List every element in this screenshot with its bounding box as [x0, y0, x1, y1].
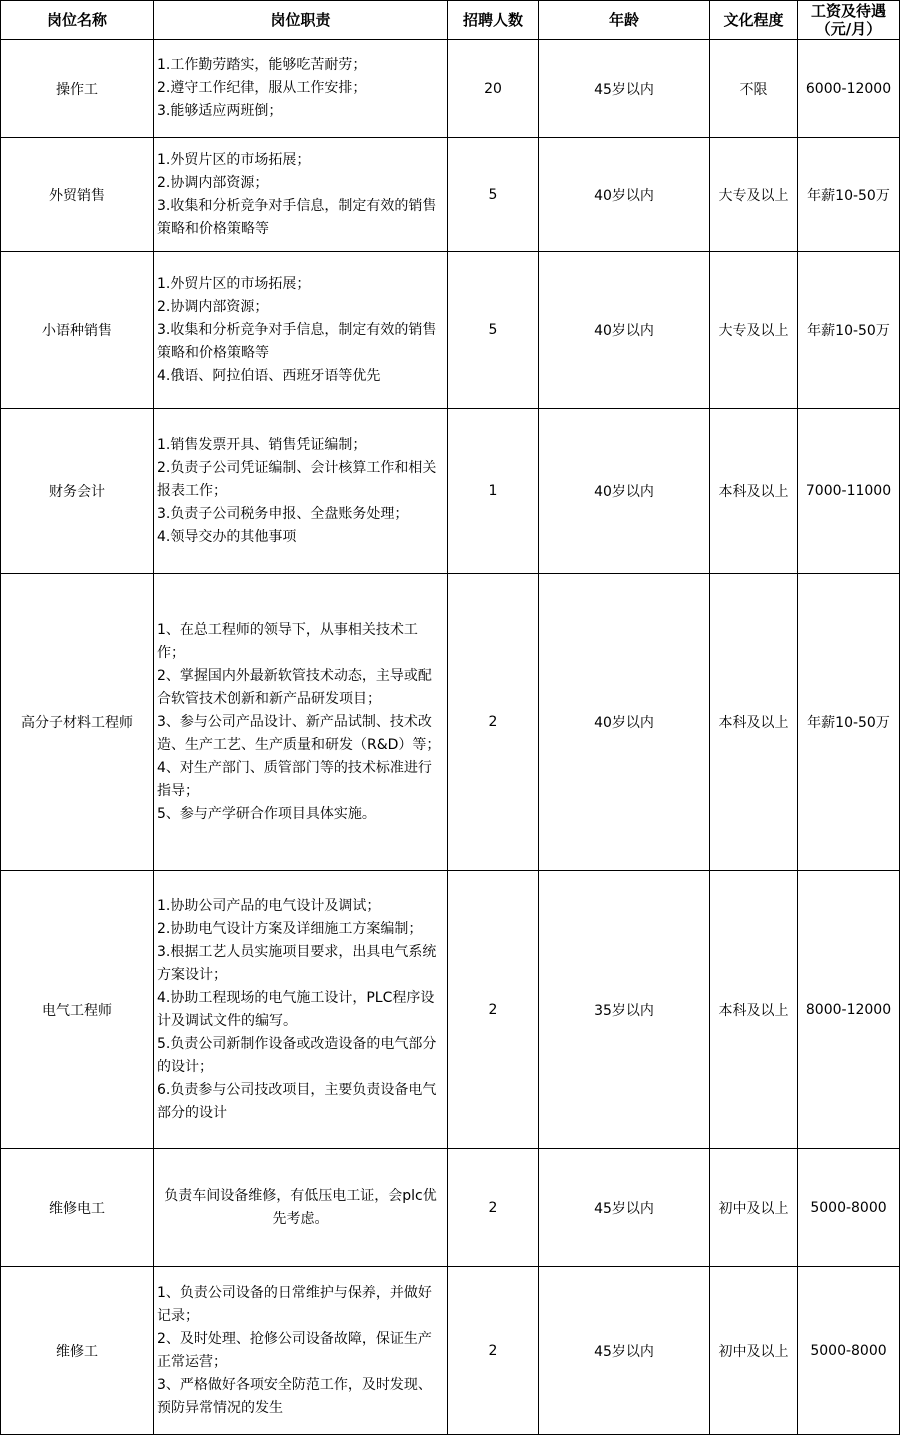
- cell-age: 40岁以内: [539, 138, 710, 252]
- header-salary-line2: （元/月）: [815, 20, 882, 38]
- duty-line: 3.收集和分析竞争对手信息，制定有效的销售策略和价格策略等: [157, 321, 437, 361]
- cell-headcount: 2: [448, 574, 539, 871]
- cell-position: 财务会计: [1, 409, 154, 574]
- cell-headcount: 1: [448, 409, 539, 574]
- cell-age: 40岁以内: [539, 409, 710, 574]
- cell-duties: [154, 574, 448, 871]
- duty-line: 2、掌握国内外最新软管技术动态，主导或配合软管技术创新和新产品研发项目；: [157, 667, 432, 707]
- duty-line: 2.协调内部资源；: [157, 174, 269, 191]
- cell-headcount: 2: [448, 1267, 539, 1435]
- cell-salary: 8000-12000: [798, 871, 900, 1149]
- cell-salary: 7000-11000: [798, 409, 900, 574]
- cell-salary: 5000-8000: [798, 1267, 900, 1435]
- cell-duties: [154, 871, 448, 1149]
- cell-education: 初中及以上: [710, 1149, 798, 1267]
- cell-headcount: 2: [448, 1149, 539, 1267]
- cell-age: 45岁以内: [539, 40, 710, 138]
- duty-line: 3.负责子公司税务申报、全盘账务处理；: [157, 505, 409, 522]
- duty-line: 4.协助工程现场的电气施工设计，PLC程序设计及调试文件的编写。: [157, 989, 435, 1029]
- cell-education: 大专及以上: [710, 252, 798, 409]
- cell-headcount: 5: [448, 252, 539, 409]
- cell-position: 操作工: [1, 40, 154, 138]
- table-row: [1, 1267, 900, 1435]
- cell-age: 35岁以内: [539, 871, 710, 1149]
- duty-line: 4.领导交办的其他事项: [157, 528, 297, 545]
- cell-education: 大专及以上: [710, 138, 798, 252]
- cell-education: 本科及以上: [710, 871, 798, 1149]
- table-row: [1, 409, 900, 574]
- cell-duties: [154, 252, 448, 409]
- duty-line: 2.遵守工作纪律，服从工作安排；: [157, 80, 367, 96]
- duty-line: 3.能够适应两班倒；: [157, 103, 283, 119]
- duty-line: 5.负责公司新制作设备或改造设备的电气部分的设计；: [157, 1035, 437, 1075]
- cell-age: 45岁以内: [539, 1267, 710, 1435]
- duty-line: 1、在总工程师的领导下，从事相关技术工作；: [157, 621, 418, 661]
- duty-line: 1.协助公司产品的电气设计及调试；: [157, 897, 381, 914]
- cell-duties: [154, 138, 448, 252]
- table-row: [1, 1149, 900, 1267]
- header-headcount: 招聘人数: [448, 1, 539, 40]
- cell-position: 维修工: [1, 1267, 154, 1435]
- duty-line: 1.外贸片区的市场拓展；: [157, 151, 311, 168]
- cell-salary: 年薪10-50万: [798, 252, 900, 409]
- cell-headcount: 5: [448, 138, 539, 252]
- table-row: [1, 574, 900, 871]
- cell-education: 本科及以上: [710, 574, 798, 871]
- duty-line: 3、严格做好各项安全防范工作，及时发现、预防异常情况的发生: [157, 1376, 432, 1416]
- duty-line: 4.俄语、阿拉伯语、西班牙语等优先: [157, 367, 381, 384]
- header-education: 文化程度: [710, 1, 798, 40]
- duty-line: 6.负责参与公司技改项目，主要负责设备电气部分的设计: [157, 1081, 437, 1121]
- cell-position: 维修电工: [1, 1149, 154, 1267]
- cell-position: 高分子材料工程师: [1, 574, 154, 871]
- cell-salary: 年薪10-50万: [798, 138, 900, 252]
- duty-line: 2.负责子公司凭证编制、会计核算工作和相关报表工作；: [157, 459, 437, 499]
- header-position: 岗位名称: [1, 1, 154, 40]
- duty-line: 2.协助电气设计方案及详细施工方案编制；: [157, 920, 423, 937]
- table-row: [1, 138, 900, 252]
- header-age: 年龄: [539, 1, 710, 40]
- duty-line: 1、负责公司设备的日常维护与保养，并做好记录；: [157, 1284, 432, 1324]
- cell-age: 40岁以内: [539, 574, 710, 871]
- table-row: [1, 871, 900, 1149]
- cell-position: 小语种销售: [1, 252, 154, 409]
- duty-line: 2、及时处理、抢修公司设备故障，保证生产正常运营；: [157, 1330, 432, 1370]
- cell-education: 本科及以上: [710, 409, 798, 574]
- duty-line: 3.根据工艺人员实施项目要求，出具电气系统方案设计；: [157, 943, 437, 983]
- cell-position: 外贸销售: [1, 138, 154, 252]
- cell-duties: [154, 1267, 448, 1435]
- cell-education: 初中及以上: [710, 1267, 798, 1435]
- cell-duties: [154, 40, 448, 138]
- cell-salary: 5000-8000: [798, 1149, 900, 1267]
- table-row: [1, 252, 900, 409]
- header-salary-line1: 工资及待遇: [810, 2, 886, 20]
- cell-headcount: 20: [448, 40, 539, 138]
- duty-line: 3、参与公司产品设计、新产品试制、技术改造、生产工艺、生产质量和研发（R&D）等；: [157, 713, 441, 753]
- duty-line: 5、参与产学研合作项目具体实施。: [157, 805, 376, 822]
- duty-line: 2.协调内部资源；: [157, 298, 269, 315]
- cell-position: 电气工程师: [1, 871, 154, 1149]
- cell-salary: 年薪10-50万: [798, 574, 900, 871]
- duty-line: 负责车间设备维修，有低压电工证，会plc优先考虑。: [164, 1187, 437, 1227]
- cell-age: 45岁以内: [539, 1149, 710, 1267]
- header-row: [1, 1, 900, 40]
- header-duties: 岗位职责: [154, 1, 448, 40]
- cell-salary: 6000-12000: [798, 40, 900, 138]
- duty-line: 1.外贸片区的市场拓展；: [157, 275, 311, 292]
- duty-line: 1.销售发票开具、销售凭证编制；: [157, 436, 367, 453]
- header-salary: [798, 1, 900, 40]
- cell-age: 40岁以内: [539, 252, 710, 409]
- duty-line: 1.工作勤劳踏实，能够吃苦耐劳；: [157, 57, 367, 73]
- cell-duties: [154, 1149, 448, 1267]
- cell-headcount: 2: [448, 871, 539, 1149]
- cell-education: 不限: [710, 40, 798, 138]
- duty-line: 3.收集和分析竞争对手信息，制定有效的销售策略和价格策略等: [157, 197, 437, 237]
- duty-line: 4、对生产部门、质管部门等的技术标准进行指导；: [157, 759, 432, 799]
- cell-duties: [154, 409, 448, 574]
- table-row: [1, 40, 900, 138]
